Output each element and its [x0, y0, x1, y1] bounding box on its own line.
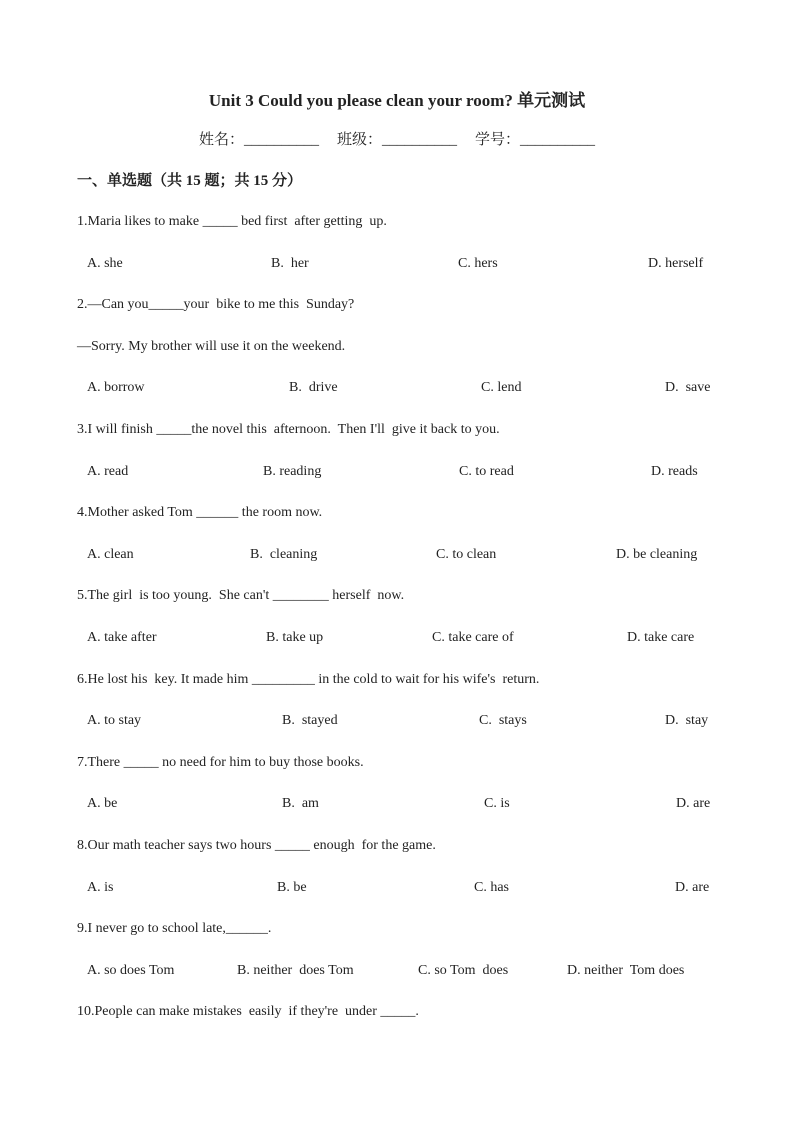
- question-9-option-a[interactable]: A. so does Tom: [87, 963, 175, 978]
- question-5-option-c[interactable]: C. take care of: [432, 630, 514, 645]
- question-1-option-a[interactable]: A. she: [87, 256, 123, 271]
- question-4-stem: 4.Mother asked Tom ______ the room now.: [77, 505, 323, 520]
- question-2-stem: 2.—Can you_____your bike to me this Sunday?: [77, 297, 355, 312]
- question-7-option-b[interactable]: B. am: [282, 796, 319, 811]
- question-5-option-b[interactable]: B. take up: [266, 630, 324, 645]
- question-8-option-b[interactable]: B. be: [277, 880, 307, 895]
- question-1-option-b[interactable]: B. her: [271, 256, 309, 271]
- question-9-option-c[interactable]: C. so Tom does: [418, 963, 509, 978]
- question-8-option-a[interactable]: A. is: [87, 880, 114, 895]
- question-6-option-c[interactable]: C. stays: [479, 713, 527, 728]
- question-5-option-a[interactable]: A. take after: [87, 630, 157, 645]
- question-7-option-c[interactable]: C. is: [484, 796, 510, 811]
- question-1-stem: 1.Maria likes to make _____ bed first after getting up.: [77, 214, 387, 229]
- question-5-option-d[interactable]: D. take care: [627, 630, 695, 645]
- name-field[interactable]: 姓名：__________: [198, 132, 319, 148]
- question-8-option-c[interactable]: C. has: [474, 880, 509, 895]
- question-7-option-d[interactable]: D. are: [676, 796, 711, 811]
- question-10-stem: 10.People can make mistakes easily if they're under _____.: [77, 1004, 419, 1019]
- question-3-option-d[interactable]: D. reads: [651, 464, 698, 479]
- question-7-option-a[interactable]: A. be: [87, 796, 118, 811]
- question-9-option-b[interactable]: B. neither does Tom: [237, 963, 354, 978]
- question-3-stem: 3.I will finish _____the novel this afternoon. Then I'll give it back to you.: [77, 422, 500, 437]
- question-3-option-b[interactable]: B. reading: [263, 464, 322, 479]
- question-3-option-c[interactable]: C. to read: [459, 464, 514, 479]
- question-6-stem: 6.He lost his key. It made him _________ in the cold to wait for his wife's return.: [77, 672, 540, 687]
- question-7-stem: 7.There _____ no need for him to buy those books.: [77, 755, 364, 770]
- question-1-option-d[interactable]: D. herself: [648, 256, 704, 271]
- question-9-stem: 9.I never go to school late,______.: [77, 921, 272, 936]
- question-3-option-a[interactable]: A. read: [87, 464, 129, 479]
- question-1-option-c[interactable]: C. hers: [458, 256, 498, 271]
- question-4-option-d[interactable]: D. be cleaning: [616, 547, 698, 562]
- section-heading: 一、单选题（共 15 题；共 15 分）: [77, 173, 303, 189]
- question-8-stem: 8.Our math teacher says two hours _____ enough for the game.: [77, 838, 436, 853]
- exam-title: Unit 3 Could you please clean your room? 单元测试: [208, 91, 586, 110]
- question-6-option-a[interactable]: A. to stay: [87, 713, 142, 728]
- question-2-option-d[interactable]: D. save: [665, 380, 711, 395]
- question-8-option-d[interactable]: D. are: [675, 880, 710, 895]
- class-field[interactable]: 班级：__________: [336, 132, 457, 148]
- question-6-option-d[interactable]: D. stay: [665, 713, 709, 728]
- question-9-option-d[interactable]: D. neither Tom does: [567, 963, 685, 978]
- question-2-stem-reply: —Sorry. My brother will use it on the weekend.: [77, 339, 346, 354]
- student-number-field[interactable]: 学号：__________: [475, 132, 596, 148]
- question-6-option-b[interactable]: B. stayed: [282, 713, 338, 728]
- question-2-option-b[interactable]: B. drive: [289, 380, 338, 395]
- student-info-line: [0, 128, 794, 149]
- question-2-option-c[interactable]: C. lend: [481, 380, 522, 395]
- question-4-option-b[interactable]: B. cleaning: [250, 547, 318, 562]
- question-5-stem: 5.The girl is too young. She can't ________ herself now.: [77, 588, 405, 603]
- question-4-option-a[interactable]: A. clean: [87, 547, 134, 562]
- question-2-option-a[interactable]: A. borrow: [87, 380, 145, 395]
- question-4-option-c[interactable]: C. to clean: [436, 547, 497, 562]
